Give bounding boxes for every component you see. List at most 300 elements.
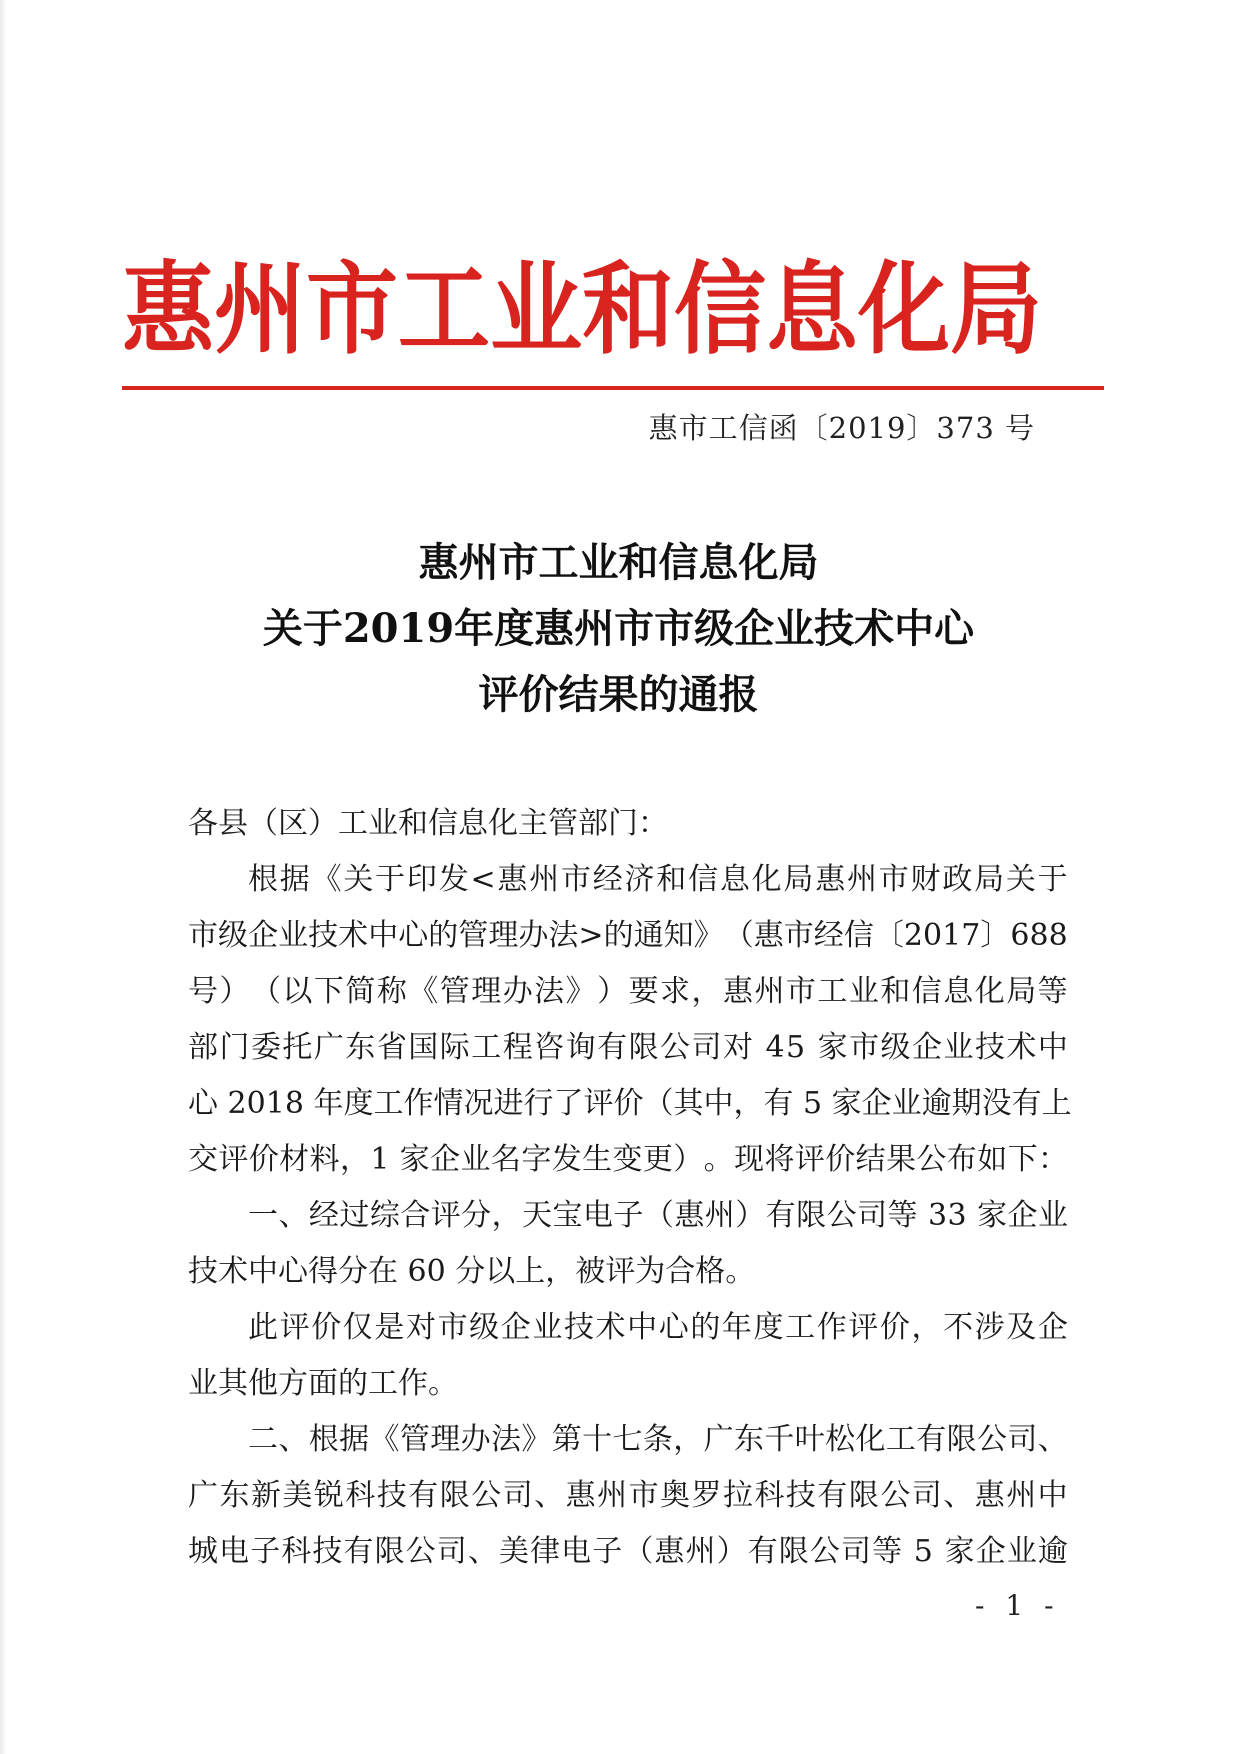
body-char: 对 bbox=[405, 1310, 436, 1345]
body-char: 上 bbox=[1041, 1086, 1072, 1121]
body-char: 广 bbox=[703, 1422, 734, 1457]
body-char: 法 bbox=[548, 918, 579, 953]
body-char: 根 bbox=[308, 1422, 339, 1457]
body-char: 惠 bbox=[654, 1534, 685, 1569]
body-char: 过 bbox=[339, 1198, 370, 1233]
body-char: 电 bbox=[561, 1534, 592, 1569]
body-line bbox=[188, 1300, 1068, 1356]
body-char: 关 bbox=[1005, 862, 1036, 897]
body-char: 是 bbox=[374, 1310, 405, 1345]
body-char bbox=[807, 1020, 817, 1076]
body-char: 对 bbox=[722, 1030, 753, 1065]
body-char: 不 bbox=[943, 1310, 974, 1345]
body-char: 2 bbox=[227, 1086, 247, 1121]
body-char bbox=[218, 1076, 228, 1132]
body-char: 评 bbox=[430, 1198, 461, 1233]
body-char: 东 bbox=[219, 1478, 250, 1513]
body-char: 子 bbox=[592, 1534, 623, 1569]
body-char: 中 bbox=[1037, 1478, 1068, 1513]
body-char: 宝 bbox=[552, 1198, 583, 1233]
body-char: 0 bbox=[923, 918, 943, 953]
body-char: 年 bbox=[313, 1086, 344, 1121]
body-char: 。 bbox=[703, 1142, 734, 1177]
body-char: 及 bbox=[1006, 1310, 1037, 1345]
body-char: 1 bbox=[265, 1086, 285, 1121]
body-char: 2 bbox=[903, 918, 923, 953]
body-char: 年 bbox=[721, 1310, 752, 1345]
body-char: < bbox=[470, 862, 496, 897]
body-char: 局 bbox=[1006, 974, 1037, 1009]
body-char bbox=[918, 1188, 928, 1244]
body-char: 州 bbox=[754, 974, 785, 1009]
body-char: 惠 bbox=[674, 1198, 705, 1233]
body-char: 交 bbox=[188, 1142, 218, 1177]
body-char: 工 bbox=[885, 1422, 916, 1457]
body-char: 和 bbox=[880, 974, 911, 1009]
body-char: 家 bbox=[831, 1086, 862, 1121]
body-char: 办 bbox=[460, 1422, 491, 1457]
body-char: 叶 bbox=[794, 1422, 825, 1457]
body-char: 惠 bbox=[722, 974, 753, 1009]
body-char: 美 bbox=[282, 1478, 313, 1513]
body-char: ， bbox=[691, 974, 722, 1009]
body-char: 省 bbox=[376, 1030, 407, 1065]
body-char: 一 bbox=[248, 1198, 278, 1233]
body-char: 现 bbox=[734, 1142, 765, 1177]
body-char: 评 bbox=[848, 1310, 879, 1345]
body-char: 管 bbox=[399, 1422, 430, 1457]
body-char: （ bbox=[723, 918, 754, 953]
body-char: 《 bbox=[311, 862, 342, 897]
body-char: 》 bbox=[521, 1422, 552, 1457]
body-char: 家 bbox=[977, 1198, 1008, 1233]
body-char: 咨 bbox=[534, 1030, 565, 1065]
masthead-char: 和 bbox=[582, 251, 674, 368]
body-char bbox=[967, 1188, 977, 1244]
body-char: 5 bbox=[803, 1086, 823, 1121]
title-line-1: 惠州市工业和信息化局 bbox=[418, 539, 819, 586]
body-char: 化 bbox=[855, 1422, 886, 1457]
body-char: 电 bbox=[219, 1534, 250, 1569]
body-char: 司 bbox=[840, 1534, 871, 1569]
body-char: 心 bbox=[658, 1310, 689, 1345]
document-title bbox=[0, 530, 1237, 728]
body-char: 理 bbox=[430, 1422, 461, 1457]
masthead-char: 业 bbox=[490, 251, 582, 368]
body-char: 州 bbox=[704, 1198, 735, 1233]
body-char: 市 bbox=[628, 1478, 659, 1513]
masthead-char: 工 bbox=[398, 251, 490, 368]
masthead-title bbox=[122, 250, 1042, 370]
body-char bbox=[822, 1076, 832, 1132]
body-char: 七 bbox=[612, 1422, 643, 1457]
body-char: 将 bbox=[764, 1142, 795, 1177]
body-char: 公 bbox=[916, 1142, 947, 1177]
body-char: 价 bbox=[825, 1142, 856, 1177]
body-char: 局 bbox=[974, 862, 1005, 897]
body-char: 术 bbox=[338, 918, 369, 953]
body-char bbox=[934, 1524, 944, 1580]
body-char: 没 bbox=[981, 1086, 1012, 1121]
body-char: 涉 bbox=[974, 1310, 1005, 1345]
body-char: 行 bbox=[523, 1086, 554, 1121]
body-char: 州 bbox=[597, 1478, 628, 1513]
body-char: 有 bbox=[765, 1198, 796, 1233]
body-char: ） bbox=[735, 1198, 766, 1233]
body-char: 中 bbox=[627, 1310, 658, 1345]
body-char: 罗 bbox=[691, 1478, 722, 1513]
body-char: （ bbox=[623, 1534, 654, 1569]
body-char: ， bbox=[911, 1310, 942, 1345]
body-char: 5 bbox=[913, 1534, 933, 1569]
body-char: 5 bbox=[786, 1030, 806, 1065]
body-char: 家 bbox=[817, 1030, 848, 1065]
body-char: 业 bbox=[278, 918, 309, 953]
body-char: 8 bbox=[1048, 918, 1068, 953]
body-char: 公 bbox=[405, 1534, 436, 1569]
body-char: 门 bbox=[219, 1030, 250, 1065]
body-char: 市 bbox=[437, 1310, 468, 1345]
body-char: 天 bbox=[522, 1198, 553, 1233]
body-char: 财 bbox=[910, 862, 941, 897]
body-char: 办 bbox=[518, 918, 549, 953]
body-char: 司 bbox=[857, 1198, 888, 1233]
body-char: 号 bbox=[188, 974, 218, 1009]
body-char: 广 bbox=[313, 1030, 344, 1065]
body-char: 技 bbox=[376, 1478, 407, 1513]
body-char: 度 bbox=[343, 1086, 374, 1121]
body-char: 司 bbox=[911, 1478, 942, 1513]
body-char: ） bbox=[597, 974, 628, 1009]
body-line bbox=[188, 852, 1068, 908]
body-char: 技 bbox=[974, 1030, 1005, 1065]
body-char: 有 bbox=[916, 1422, 947, 1457]
body-char: 求 bbox=[660, 974, 691, 1009]
body-char: 名 bbox=[490, 1142, 521, 1177]
body-char: 材 bbox=[279, 1142, 310, 1177]
body-char: 技 bbox=[308, 918, 339, 953]
body-char: 料 bbox=[309, 1142, 340, 1177]
body-char: 印 bbox=[406, 862, 437, 897]
body-char: 经 bbox=[813, 918, 844, 953]
body-char: 评 bbox=[218, 1142, 249, 1177]
body-char: 司 bbox=[1007, 1422, 1038, 1457]
body-char: ） bbox=[219, 974, 250, 1009]
body-char: 度 bbox=[753, 1310, 784, 1345]
body-char: 术 bbox=[1006, 1030, 1037, 1065]
body-char: 企 bbox=[1037, 1310, 1068, 1345]
body-char: 科 bbox=[345, 1478, 376, 1513]
body-char: 国 bbox=[408, 1030, 439, 1065]
document-number: 惠市工信函〔2019〕373 号 bbox=[648, 411, 1035, 445]
body-char: 字 bbox=[521, 1142, 552, 1177]
body-char: 3 bbox=[927, 1198, 948, 1233]
body-char: 工 bbox=[373, 1086, 404, 1121]
body-char: 此 bbox=[248, 1310, 278, 1345]
body-char: 部 bbox=[188, 1030, 218, 1065]
body-char: 司 bbox=[502, 1478, 533, 1513]
body-char: 仅 bbox=[342, 1310, 373, 1345]
body-line bbox=[188, 1132, 1068, 1188]
body-char: 了 bbox=[553, 1086, 584, 1121]
body-char: 、 bbox=[534, 1478, 565, 1513]
body-char: 以 bbox=[282, 974, 313, 1009]
body-char: 信 bbox=[911, 974, 942, 1009]
body-char: 惠 bbox=[565, 1478, 596, 1513]
body-char: 价 bbox=[248, 1142, 279, 1177]
body-char: 管 bbox=[458, 918, 489, 953]
body-char: 二 bbox=[248, 1422, 278, 1457]
body-char: 工 bbox=[817, 974, 848, 1009]
body-char: 信 bbox=[688, 862, 719, 897]
body-char: 称 bbox=[376, 974, 407, 1009]
body-char: 价 bbox=[311, 1310, 342, 1345]
body-char: 工 bbox=[785, 1310, 816, 1345]
body-char: 和 bbox=[656, 862, 687, 897]
title-line-3: 评价结果的通报 bbox=[478, 671, 759, 718]
body-char: 东 bbox=[734, 1422, 764, 1457]
body-char: 限 bbox=[848, 1478, 879, 1513]
body-char: 千 bbox=[764, 1422, 795, 1457]
body-char: 家 bbox=[944, 1534, 975, 1569]
body-char: 有 bbox=[408, 1478, 439, 1513]
body-char: 价 bbox=[613, 1086, 644, 1121]
body-line bbox=[188, 908, 1068, 964]
body-char: ， bbox=[491, 1198, 522, 1233]
body-char: 、 bbox=[278, 1198, 309, 1233]
body-char: 济 bbox=[624, 862, 655, 897]
body-char: 公 bbox=[471, 1478, 502, 1513]
body-char: 经 bbox=[592, 862, 623, 897]
body-char: 4 bbox=[765, 1030, 785, 1065]
masthead-char: 市 bbox=[306, 251, 398, 368]
body-char: 有 bbox=[597, 1030, 628, 1065]
body-char: 公 bbox=[977, 1422, 1007, 1457]
body-char: 据 bbox=[279, 862, 310, 897]
body-char: （ bbox=[643, 1086, 674, 1121]
body-line bbox=[188, 1412, 1068, 1468]
body-char: 局 bbox=[783, 862, 814, 897]
body-char: 锐 bbox=[313, 1478, 344, 1513]
body-char: 公 bbox=[880, 1478, 911, 1513]
body-char: 》 bbox=[565, 974, 596, 1009]
body-char: 评 bbox=[583, 1086, 614, 1121]
body-char: 州 bbox=[1006, 1478, 1037, 1513]
body-line bbox=[188, 1020, 1068, 1076]
body-char: 条 bbox=[642, 1422, 673, 1457]
body-char: 询 bbox=[565, 1030, 596, 1065]
body-char: 技 bbox=[785, 1478, 816, 1513]
body-char: 变 bbox=[612, 1142, 643, 1177]
body-char: 子 bbox=[250, 1534, 281, 1569]
body-char: 要 bbox=[628, 974, 659, 1009]
body-char: 中 bbox=[1037, 1030, 1068, 1065]
body-char: 程 bbox=[502, 1030, 533, 1065]
body-line bbox=[188, 1076, 1072, 1132]
body-char: 有 bbox=[1011, 1086, 1042, 1121]
body-char: 经 bbox=[308, 1198, 339, 1233]
body-char: 于 bbox=[375, 862, 406, 897]
body-char: 有 bbox=[763, 1086, 794, 1121]
body-char: 分 bbox=[461, 1198, 492, 1233]
body-char: 松 bbox=[825, 1422, 856, 1457]
body-char: ， bbox=[339, 1142, 370, 1177]
body-char: 评 bbox=[279, 1310, 310, 1345]
body-char: 下 bbox=[313, 974, 344, 1009]
body-char: 等 bbox=[887, 1198, 918, 1233]
body-char: 综 bbox=[369, 1198, 400, 1233]
body-char: 法 bbox=[491, 1422, 521, 1457]
body-char bbox=[793, 1076, 803, 1132]
body-char: 限 bbox=[439, 1478, 470, 1513]
body-char: 6 bbox=[1010, 918, 1030, 953]
body-char: 、 bbox=[278, 1422, 309, 1457]
body-char: 况 bbox=[463, 1086, 494, 1121]
body-char: 科 bbox=[754, 1478, 785, 1513]
body-char: 期 bbox=[951, 1086, 982, 1121]
salutation-line: 各县（区）工业和信息化主管部门： bbox=[188, 806, 668, 841]
body-char: 的 bbox=[428, 918, 459, 953]
body-char: 的 bbox=[603, 918, 634, 953]
body-char: ： bbox=[1037, 1142, 1068, 1177]
body-char: 生 bbox=[582, 1142, 613, 1177]
body-char: 1 bbox=[942, 918, 962, 953]
body-char: 其 bbox=[673, 1086, 704, 1121]
body-line: 业其他方面的工作。 bbox=[188, 1366, 458, 1401]
body-char: 、 bbox=[467, 1534, 498, 1569]
body-char: 《 bbox=[408, 974, 439, 1009]
body-char bbox=[390, 1132, 400, 1188]
body-char: 限 bbox=[946, 1422, 977, 1457]
body-char: 办 bbox=[502, 974, 533, 1009]
body-char: 限 bbox=[628, 1030, 659, 1065]
body-char: 如 bbox=[977, 1142, 1008, 1177]
body-char: 惠 bbox=[497, 862, 528, 897]
body-char: 际 bbox=[439, 1030, 470, 1065]
body-char: 8 bbox=[284, 1086, 304, 1121]
body-char: 第 bbox=[551, 1422, 582, 1457]
body-char: 知 bbox=[663, 918, 694, 953]
body-char: 电 bbox=[582, 1198, 613, 1233]
body-char: 价 bbox=[879, 1310, 910, 1345]
body-char: 果 bbox=[886, 1142, 917, 1177]
page-number: - 1 - bbox=[975, 1589, 1060, 1622]
body-char: 有 bbox=[747, 1534, 778, 1569]
body-char: 8 bbox=[1029, 918, 1049, 953]
scan-edge bbox=[0, 0, 6, 1754]
body-char bbox=[754, 1020, 764, 1076]
body-char: 理 bbox=[488, 918, 519, 953]
body-char: 结 bbox=[855, 1142, 886, 1177]
body-line bbox=[188, 1524, 1068, 1580]
body-char: 州 bbox=[846, 862, 877, 897]
body-char: 逾 bbox=[1037, 1534, 1068, 1569]
body-char: 司 bbox=[436, 1534, 467, 1569]
body-char: 作 bbox=[816, 1310, 847, 1345]
body-char: 公 bbox=[660, 1030, 691, 1065]
body-char: （ bbox=[250, 974, 281, 1009]
body-char: 级 bbox=[880, 1030, 911, 1065]
body-char: 级 bbox=[469, 1310, 500, 1345]
title-line-2: 关于2019年度惠州市市级企业技术中心 bbox=[262, 605, 975, 652]
body-char: 公 bbox=[826, 1198, 857, 1233]
body-char: 市 bbox=[785, 974, 816, 1009]
body-char: 州 bbox=[685, 1534, 716, 1569]
body-char: 托 bbox=[282, 1030, 313, 1065]
body-char: 简 bbox=[345, 974, 376, 1009]
body-char: 惠 bbox=[753, 918, 784, 953]
body-char: 法 bbox=[534, 974, 565, 1009]
body-char: 工 bbox=[471, 1030, 502, 1065]
body-char: 中 bbox=[368, 918, 399, 953]
masthead-char: 惠 bbox=[122, 251, 214, 368]
body-char: 十 bbox=[582, 1422, 613, 1457]
body-char: 美 bbox=[498, 1534, 529, 1569]
body-char: 中 bbox=[703, 1086, 734, 1121]
body-char: 的 bbox=[690, 1310, 721, 1345]
body-char: 业 bbox=[1037, 1198, 1068, 1233]
masthead-char: 化 bbox=[858, 251, 950, 368]
body-char: 业 bbox=[943, 1030, 974, 1065]
body-char: 州 bbox=[529, 862, 560, 897]
body-char: 业 bbox=[1006, 1534, 1037, 1569]
body-char: 、 bbox=[1037, 1422, 1068, 1457]
body-char: 技 bbox=[312, 1534, 343, 1569]
body-char: 限 bbox=[796, 1198, 827, 1233]
body-char: 城 bbox=[188, 1534, 218, 1569]
body-char: 委 bbox=[250, 1030, 281, 1065]
body-char: 》 bbox=[693, 918, 724, 953]
body-char: 1 bbox=[370, 1142, 390, 1177]
body-char: 作 bbox=[403, 1086, 434, 1121]
body-char: 拉 bbox=[722, 1478, 753, 1513]
body-char: 级 bbox=[218, 918, 249, 953]
body-char: 于 bbox=[1037, 862, 1068, 897]
body-char: 理 bbox=[471, 974, 502, 1009]
body-char: 通 bbox=[633, 918, 664, 953]
masthead-char: 息 bbox=[766, 251, 858, 368]
body-char: 企 bbox=[1007, 1198, 1038, 1233]
body-char: 业 bbox=[891, 1086, 922, 1121]
masthead-char: 州 bbox=[214, 251, 306, 368]
body-char: 化 bbox=[751, 862, 782, 897]
document-body bbox=[188, 796, 1072, 1580]
masthead-red-rule bbox=[122, 386, 1104, 390]
body-char: 心 bbox=[398, 918, 429, 953]
body-char: 0 bbox=[246, 1086, 266, 1121]
body-char: 市 bbox=[560, 862, 591, 897]
body-char: 、 bbox=[943, 1478, 974, 1513]
body-char: 广 bbox=[188, 1478, 218, 1513]
body-char: 企 bbox=[248, 918, 279, 953]
body-char: 限 bbox=[778, 1534, 809, 1569]
body-char: ） bbox=[673, 1142, 704, 1177]
body-char: > bbox=[578, 918, 604, 953]
body-char: 市 bbox=[849, 1030, 880, 1065]
body-char bbox=[304, 1076, 314, 1132]
body-char: 更 bbox=[642, 1142, 673, 1177]
masthead-char: 信 bbox=[674, 251, 766, 368]
body-char: 子 bbox=[613, 1198, 644, 1233]
body-char: 发 bbox=[438, 862, 469, 897]
body-char: 息 bbox=[943, 974, 974, 1009]
body-char: 政 bbox=[942, 862, 973, 897]
body-char: 进 bbox=[493, 1086, 524, 1121]
body-char: 奥 bbox=[660, 1478, 691, 1513]
body-char: 企 bbox=[500, 1310, 531, 1345]
body-char: 7 bbox=[961, 918, 981, 953]
body-line bbox=[188, 964, 1068, 1020]
